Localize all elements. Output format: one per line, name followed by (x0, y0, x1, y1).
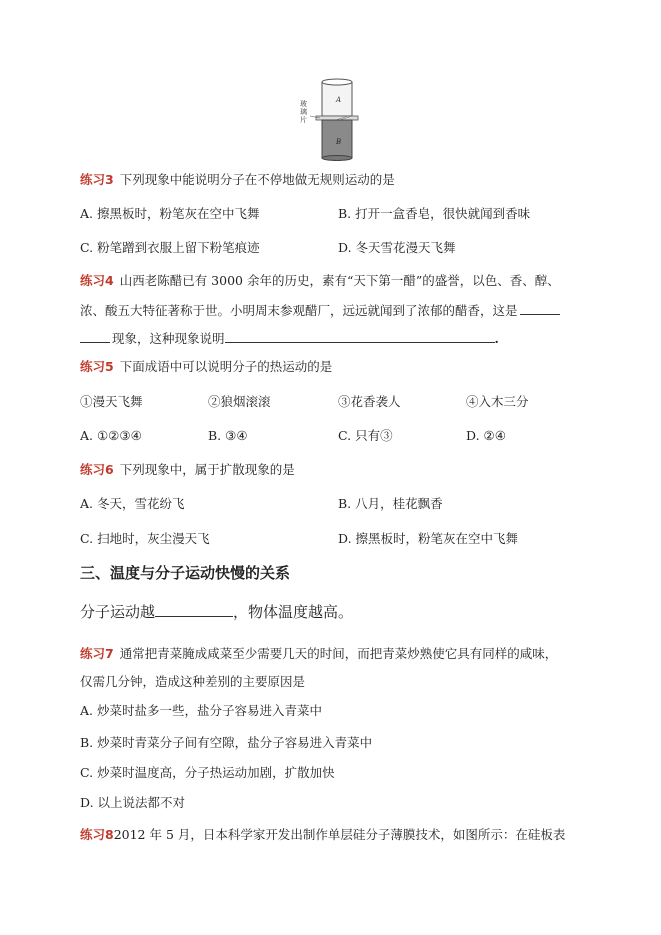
q7-label: 练习7 (80, 646, 114, 661)
q3-label: 练习3 (80, 172, 114, 187)
q4-blank-1-cont[interactable] (80, 330, 110, 343)
q4-line1 (80, 272, 560, 290)
q8-label: 练习8 (80, 827, 114, 842)
q5-option-c: C. 只有③ (338, 428, 393, 443)
q5-stem (80, 358, 332, 376)
q5-text: 下面成语中可以说明分子的热运动的是 (119, 359, 333, 374)
q4-text-3: 现象，这种现象说明 (112, 331, 225, 346)
q6-option-a: A. 冬天，雪花纷飞 (80, 496, 185, 511)
q5-option-b: B. ③④ (208, 428, 248, 443)
section-3-fill-a: 分子运动越 (80, 603, 156, 621)
q5-option-d: D. ②④ (466, 428, 506, 443)
q4-text-1: 山西老陈醋已有 3000 余年的历史，素有“天下第一醋”的盛誉，以色、香、醇、 (119, 273, 560, 288)
jar-b-label: B (336, 138, 342, 146)
q7-option-a: A. 炒菜时盐多一些，盐分子容易进入青菜中 (80, 703, 322, 718)
q4-period: . (494, 331, 499, 346)
q8-text: 2012 年 5 月，日本科学家开发出制作单层硅分子薄膜技术，如图所示：在硅板表 (113, 827, 566, 842)
q7-line1 (80, 645, 557, 663)
section-3-fill (80, 602, 353, 622)
q7-option-c: C. 炒菜时温度高，分子热运动加剧，扩散加快 (80, 765, 335, 780)
q5-item-1: ①漫天飞舞 (80, 394, 143, 409)
q4-blank-1[interactable] (520, 302, 560, 315)
q3-option-b: B. 打开一盒香皂，很快就闻到香味 (338, 206, 531, 221)
q4-label: 练习4 (80, 273, 114, 288)
q7-option-b: B. 炒菜时青菜分子间有空隙，盐分子容易进入青菜中 (80, 735, 373, 750)
q6-label: 练习6 (80, 462, 114, 477)
q5-item-2: ②狼烟滚滚 (208, 394, 271, 409)
jar-a-label: A (336, 96, 342, 104)
q3-option-a: A. 擦黑板时，粉笔灰在空中飞舞 (80, 206, 260, 221)
q7-line2: 仅需几分钟，造成这种差别的主要原因是 (80, 674, 306, 689)
q4-text-2: 浓、酸五大特征著称于世。小明周末参观醋厂，远远就闻到了浓郁的醋香，这是 (80, 303, 518, 318)
q6-stem (80, 461, 295, 479)
q7-text-1: 通常把青菜腌成咸菜至少需要几天的时间，而把青菜炒熟使它具有同样的咸味， (119, 646, 558, 661)
q5-label: 练习5 (80, 359, 114, 374)
q4-blank-2[interactable] (225, 330, 495, 343)
q6-option-b: B. 八月，桂花飘香 (338, 496, 443, 511)
q6-option-c: C. 扫地时，灰尘漫天飞 (80, 531, 210, 546)
q3-stem (80, 171, 395, 189)
q3-text: 下列现象中能说明分子在不停地做无规则运动的是 (119, 172, 395, 187)
q5-item-4: ④入木三分 (466, 394, 529, 409)
q4-line2 (80, 302, 560, 320)
q6-option-d: D. 擦黑板时，粉笔灰在空中飞舞 (338, 531, 519, 546)
q3-option-d: D. 冬天雪花漫天飞舞 (338, 240, 456, 255)
q3-option-c: C. 粉笔蹭到衣服上留下粉笔痕迹 (80, 240, 260, 255)
q5-option-a: A. ①②③④ (80, 428, 142, 443)
glass-plate-label: 玻璃片 (300, 100, 307, 124)
section-3-title: 三、温度与分子运动快慢的关系 (80, 564, 291, 582)
q6-text: 下列现象中，属于扩散现象的是 (119, 462, 295, 477)
section-3-blank[interactable] (155, 602, 233, 617)
section-3-fill-b: ，物体温度越高。 (233, 603, 354, 621)
q7-option-d: D. 以上说法都不对 (80, 795, 186, 810)
q5-item-3: ③花香袭人 (338, 394, 401, 409)
q4-line3 (80, 330, 499, 348)
q8-stem (80, 826, 565, 844)
